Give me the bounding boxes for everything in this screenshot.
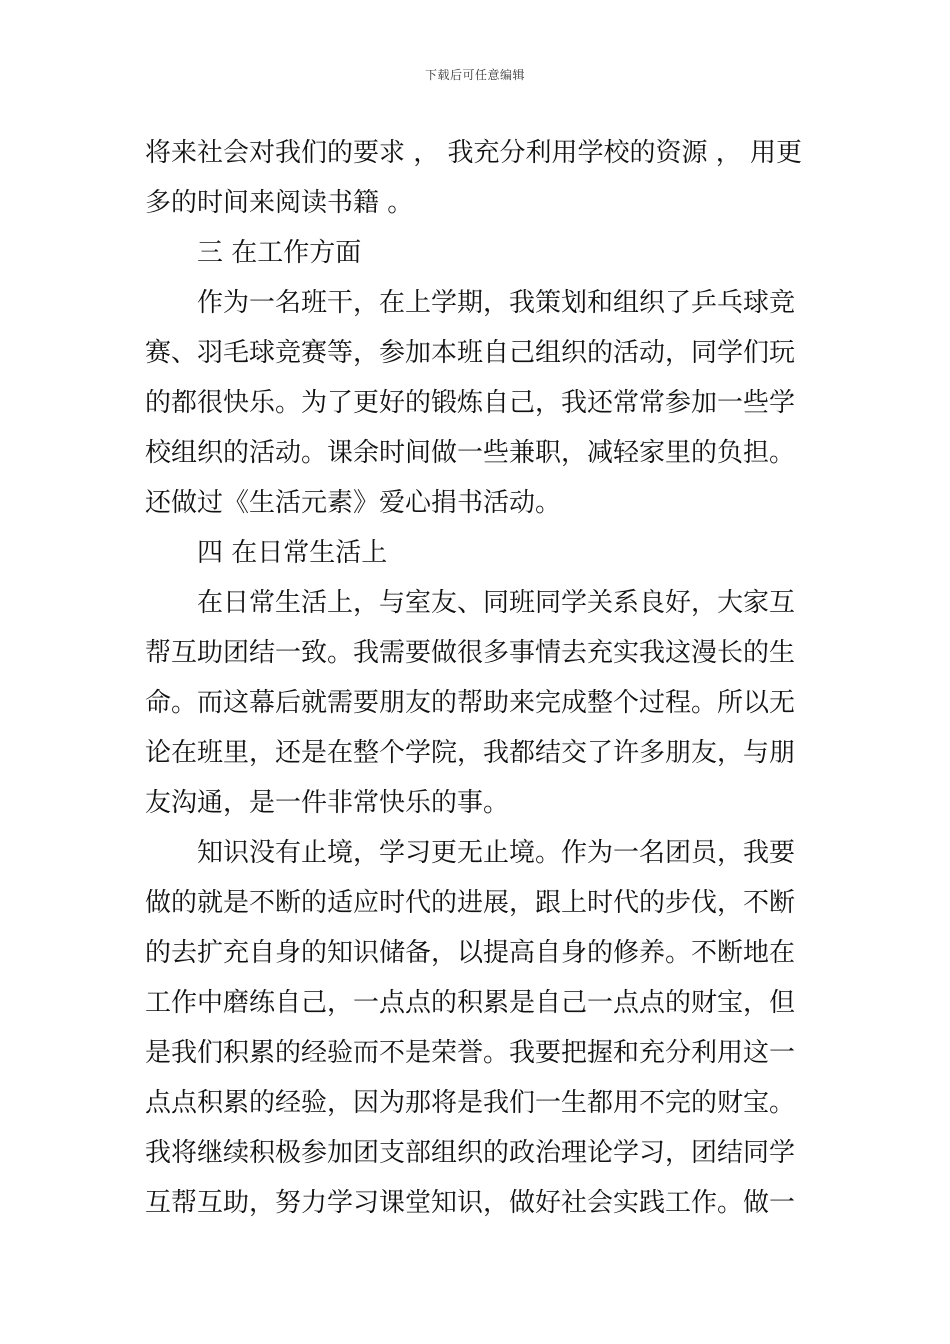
text-line: 互帮互助，努力学习课堂知识，做好社会实践工作。做一	[145, 1188, 796, 1218]
text-line: 赛、羽毛球竞赛等，参加本班自己组织的活动，同学们玩	[145, 338, 796, 368]
text-line: 是我们积累的经验而不是荣誉。我要把握和充分利用这一	[145, 1038, 796, 1068]
text-line: 知识没有止境，学习更无止境。作为一名团员，我要	[197, 838, 796, 868]
text-line: 命。而这幕后就需要朋友的帮助来完成整个过程。所以无	[145, 688, 796, 718]
text-line: 论在班里，还是在整个学院，我都结交了许多朋友，与朋	[145, 738, 796, 768]
text-line: 友沟通，是一件非常快乐的事。	[145, 788, 510, 818]
text-line: 的都很快乐。为了更好的锻炼自己，我还常常参加一些学	[145, 388, 796, 418]
text-line: 作为一名班干，在上学期，我策划和组织了乒乓球竞	[197, 288, 796, 318]
text-line: 将来社会对我们的要求 ， 我充分利用学校的资源 ， 用更	[145, 138, 803, 168]
text-line: 点点积累的经验，因为那将是我们一生都用不完的财宝。	[145, 1088, 796, 1118]
header-note: 下载后可任意编辑	[424, 68, 525, 82]
text-line: 帮互助团结一致。我需要做很多事情去充实我这漫长的生	[145, 638, 796, 668]
text-line: 做的就是不断的适应时代的进展，跟上时代的步伐，不断	[145, 888, 796, 918]
text-line: 我将继续积极参加团支部组织的政治理论学习，团结同学	[145, 1138, 796, 1168]
text-line: 的去扩充自身的知识储备，以提高自身的修养。不断地在	[145, 938, 796, 968]
text-line: 工作中磨练自己，一点点的积累是自己一点点的财宝，但	[145, 988, 796, 1018]
text-line: 校组织的活动。课余时间做一些兼职，减轻家里的负担。	[145, 438, 796, 468]
text-line: 多的时间来阅读书籍 。	[145, 188, 414, 218]
text-line: 三 在工作方面	[197, 238, 362, 268]
text-line: 四 在日常生活上	[197, 538, 388, 568]
text-line: 还做过《生活元素》爱心捐书活动。	[145, 488, 562, 518]
text-line: 在日常生活上，与室友、同班同学关系良好，大家互	[197, 588, 796, 618]
document-body	[145, 128, 815, 1228]
